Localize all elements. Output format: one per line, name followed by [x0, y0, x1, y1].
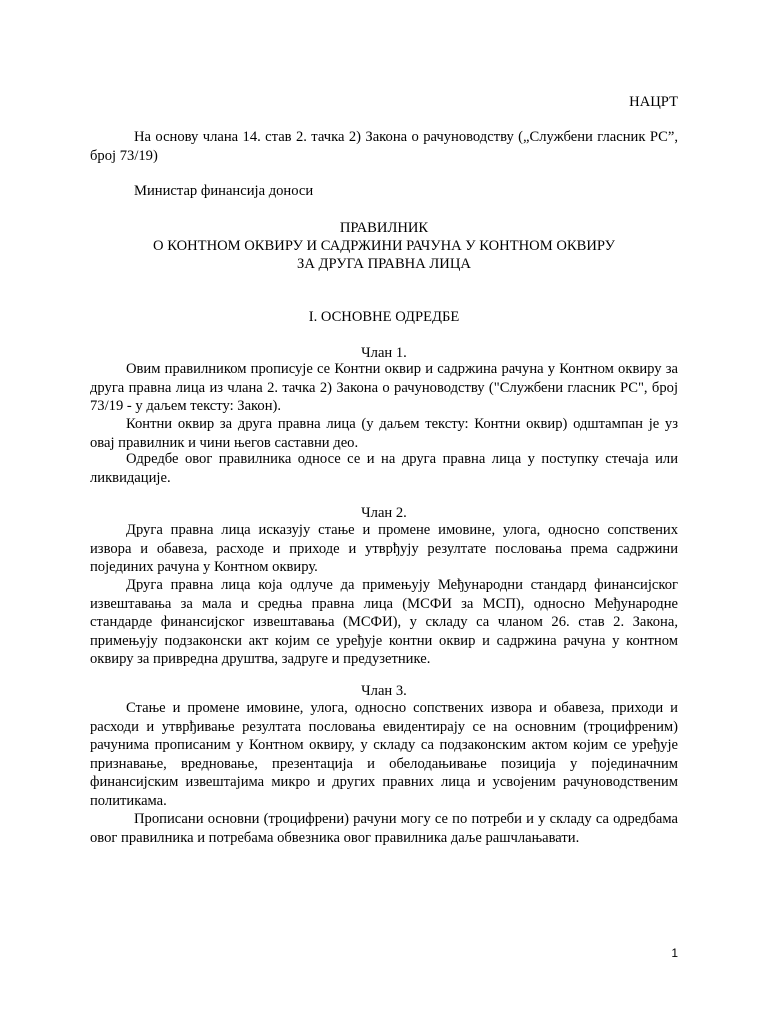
minister-paragraph: Министар финансија доноси — [134, 183, 314, 199]
article-1-paragraph-2: Контни оквир за друга правна лица (у даљем тексту: Контни оквир) одштампан је уз овај правилник и чини његов саставни део. — [90, 416, 678, 451]
article-2-paragraph-1: Друга правна лица исказују стање и промене имовине, улога, односно сопствених извора и обавеза, расходе и приходе и утврђују резултате пословања према садржини појединих рачуна у Контном оквиру. — [90, 522, 678, 576]
section-heading: I. ОСНОВНЕ ОДРЕДБЕ — [308, 309, 460, 325]
article-2-heading: Члан 2. — [361, 505, 407, 521]
article-3-paragraph-2: Прописани основни (троцифрени) рачуни могу се по потреби и у складу са одредбама овог правилника и потребама обвезника овог правилника даље рашчлањавати. — [90, 811, 678, 846]
title-line-3: ЗА ДРУГА ПРАВНА ЛИЦА — [297, 256, 471, 272]
document-page — [90, 0, 678, 1024]
article-3-paragraph-1: Стање и промене имовине, улога, односно сопствених извора и обавеза, приходи и расходи и утврђивање резултата пословања евидентирају се на основним (троцифреним) рачунима прописаним у Контном оквиру, у складу са подзаконским актом којим се уређује признавање, вредновање, презентација и обелодањивање позиција у појединачним финансијским извештајима микро и других правних лица и усвојеним рачуноводственим политикама. — [90, 700, 678, 809]
article-1-paragraph-3: Одредбе овог правилника односе се и на друга правна лица у поступку стечаја или ликвидације. — [90, 451, 678, 486]
legal-basis-paragraph: На основу члана 14. став 2. тачка 2) Закона о рачуноводству („Службени гласник РС”, број 73/19) — [90, 129, 678, 164]
article-3-heading: Члан 3. — [361, 683, 407, 699]
draft-label: НАЦРТ — [629, 94, 678, 110]
article-1-heading: Члан 1. — [361, 345, 407, 361]
title-line-1: ПРАВИЛНИК — [339, 220, 429, 236]
page-number: 1 — [671, 946, 678, 960]
article-1-paragraph-1: Овим правилником прописује се Контни оквир и садржина рачуна у Контном оквиру за друга правна лица из члана 2. тачка 2) Закона о рачуноводству ("Службени гласник РС", број 73/19 - у даљем тексту: Закон). — [90, 361, 678, 415]
title-line-2: О КОНТНОМ ОКВИРУ И САДРЖИНИ РАЧУНА У КОНТНОМ ОКВИРУ — [153, 238, 615, 254]
article-2-paragraph-2: Друга правна лица која одлуче да примењују Међународни стандард финансијског извештавања за мала и средња правна лица (МСФИ за МСП), односно Међународне стандарде финансијског извештавања (МСФИ), у складу са чланом 26. став 2. Закона, примењују подзаконски акт којим се уређује контни оквир и садржина рачуна у контном оквиру за привредна друштва, задруге и предузетнике. — [90, 577, 678, 668]
